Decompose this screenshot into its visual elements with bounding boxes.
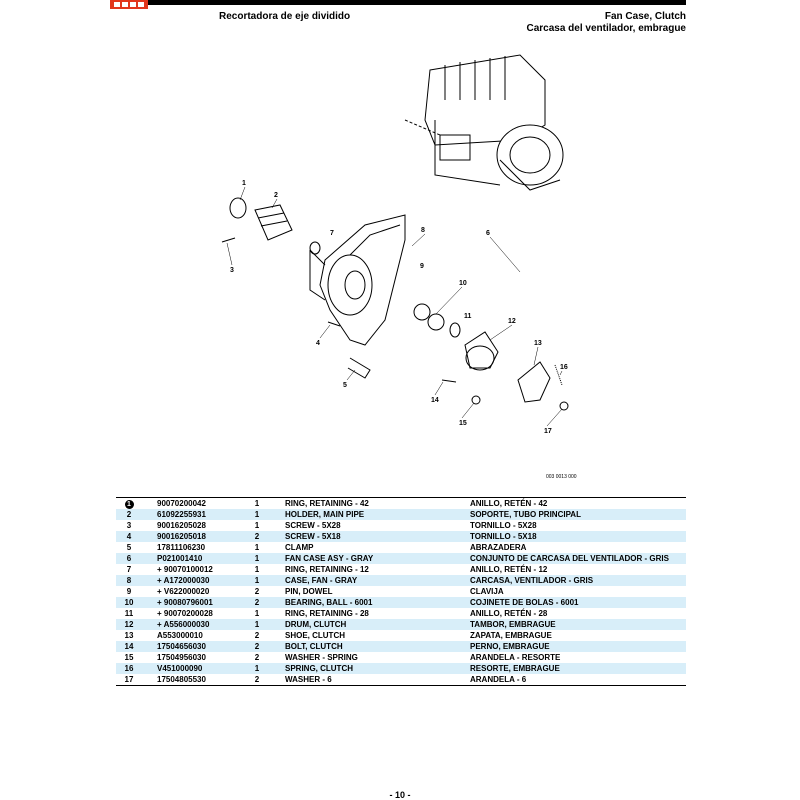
item-number: 2 <box>116 509 142 520</box>
callout-9: 9 <box>420 263 424 270</box>
quantity: 2 <box>237 531 277 542</box>
part-number: 61092255931 <box>142 509 237 520</box>
table-row <box>116 520 686 531</box>
description-en: PIN, DOWEL <box>285 587 333 596</box>
part-number: + A172000030 <box>142 575 237 586</box>
section-title <box>526 11 686 35</box>
description-es: CONJUNTO DE CARCASA DEL VENTILADOR - GRIS <box>460 553 686 564</box>
table-row <box>116 630 686 641</box>
callout-7: 7 <box>330 230 334 237</box>
description-en: SHOE, CLUTCH <box>285 631 345 640</box>
item-number: 10 <box>116 597 142 608</box>
callout-3: 3 <box>230 267 234 274</box>
quantity: 1 <box>237 498 277 510</box>
description-es: ANILLO, RETÉN - 42 <box>460 498 686 510</box>
item-number: 14 <box>116 641 142 652</box>
item-number: 16 <box>116 663 142 674</box>
description-en: RING, RETAINING - 28 <box>285 609 369 618</box>
clutch-bolt-drawing <box>442 380 456 382</box>
table-row <box>116 652 686 663</box>
part-number: P021001410 <box>142 553 237 564</box>
description-en: CLAMP <box>285 543 314 552</box>
description-en: WASHER - 6 <box>277 674 460 686</box>
part-number: + 90080796001 <box>142 597 237 608</box>
item-number <box>116 498 142 510</box>
part-number: 90070200042 <box>142 498 237 510</box>
table-row <box>116 674 686 686</box>
description-es: CARCASA, VENTILADOR - GRIS <box>460 575 686 586</box>
main-pipe-holder-drawing <box>255 205 292 240</box>
retaining-ring-12-drawing <box>310 242 320 254</box>
part-number: + A556000030 <box>142 619 237 630</box>
retaining-ring-42-drawing <box>230 198 246 218</box>
callout-16: 16 <box>560 364 568 371</box>
description-es: RESORTE, EMBRAGUE <box>460 663 686 674</box>
callout-15: 15 <box>459 420 467 427</box>
part-number: 17504656030 <box>142 641 237 652</box>
item-number: 4 <box>116 531 142 542</box>
part-number: + V622000020 <box>157 587 210 596</box>
parts-table-body <box>116 498 686 686</box>
clutch-shoe-drawing <box>518 362 550 402</box>
item-number: 9 <box>126 587 132 596</box>
callout-8: 8 <box>421 227 425 234</box>
description-en: CASE, FAN - GRAY <box>277 575 460 586</box>
description-es: ARANDELA - RESORTE <box>470 653 561 662</box>
quantity: 1 <box>237 553 277 564</box>
callout-13: 13 <box>534 340 542 347</box>
callout-5: 5 <box>343 382 347 389</box>
description-es: TAMBOR, EMBRAGUE <box>460 619 686 630</box>
quantity: 1 <box>254 609 260 618</box>
item-number: 6 <box>116 553 142 564</box>
engine-drawing <box>425 55 563 190</box>
callout-10: 10 <box>459 280 467 287</box>
description-es: ANILLO, RETÉN - 12 <box>470 565 548 574</box>
item-number: 15 <box>124 653 134 662</box>
description-es: TORNILLO - 5X28 <box>470 521 537 530</box>
quantity: 1 <box>237 509 277 520</box>
document-title: Recortadora de eje dividido <box>219 11 351 22</box>
section-title-en: Fan Case, Clutch <box>604 11 686 22</box>
page-number: - 10 - <box>389 790 411 800</box>
bearing-2-drawing <box>428 314 444 330</box>
quantity: 1 <box>237 575 277 586</box>
part-number: 17504805530 <box>142 674 237 686</box>
item-number: 5 <box>126 543 132 552</box>
quantity: 1 <box>254 543 260 552</box>
description-es: SOPORTE, TUBO PRINCIPAL <box>460 509 686 520</box>
callout-6: 6 <box>486 230 490 237</box>
quantity: 2 <box>254 653 260 662</box>
callout-4: 4 <box>316 340 320 347</box>
exploded-parts-diagram <box>200 40 620 460</box>
description-es: COJINETE DE BOLAS - 6001 <box>460 597 686 608</box>
table-row <box>116 542 686 553</box>
description-en: BEARING, BALL - 6001 <box>277 597 460 608</box>
part-number: + 90070100012 <box>157 565 213 574</box>
part-number: 17504956030 <box>157 653 206 662</box>
callout-11: 11 <box>464 313 472 320</box>
description-en: WASHER - SPRING <box>285 653 358 662</box>
part-number: 17811106230 <box>157 543 206 552</box>
callout-14: 14 <box>431 397 439 404</box>
quantity: 1 <box>237 619 277 630</box>
table-row <box>116 597 686 608</box>
item-number: 12 <box>116 619 142 630</box>
table-row <box>116 531 686 542</box>
table-row <box>116 564 686 575</box>
item-number-highlight: 1 <box>125 500 134 509</box>
item-number: 3 <box>126 521 132 530</box>
description-es: ABRAZADERA <box>470 543 527 552</box>
callout-12: 12 <box>508 318 516 325</box>
description-es: ARANDELA - 6 <box>460 674 686 686</box>
description-en: SCREW - 5X28 <box>285 521 341 530</box>
callout-1: 1 <box>242 180 246 187</box>
description-en: BOLT, CLUTCH <box>277 641 460 652</box>
description-es: PERNO, EMBRAGUE <box>460 641 686 652</box>
table-row <box>116 663 686 674</box>
quantity: 1 <box>254 521 260 530</box>
quantity: 2 <box>237 674 277 686</box>
parts-table <box>116 497 686 686</box>
description-en: RING, RETAINING - 12 <box>285 565 369 574</box>
section-title-es: Carcasa del ventilador, embrague <box>526 23 686 34</box>
screw-5x28-drawing <box>222 238 235 242</box>
table-row <box>116 608 686 619</box>
item-number: 7 <box>126 565 132 574</box>
part-number: + 90070200028 <box>157 609 213 618</box>
part-number: V451000090 <box>142 663 237 674</box>
description-en: SCREW - 5X18 <box>277 531 460 542</box>
item-number: 11 <box>124 609 134 618</box>
diagram-reference-code: 003 0013 000 <box>546 474 577 480</box>
part-number: 90016205028 <box>157 521 206 530</box>
description-es: ANILLO, RETÉN - 28 <box>470 609 548 618</box>
quantity: 2 <box>254 631 260 640</box>
quantity: 2 <box>237 641 277 652</box>
table-row <box>116 641 686 652</box>
description-en: FAN CASE ASY - GRAY <box>277 553 460 564</box>
part-number: 90016205018 <box>142 531 237 542</box>
retaining-ring-28-drawing <box>450 323 460 337</box>
quantity: 2 <box>254 587 260 596</box>
fan-case-drawing <box>310 215 405 345</box>
table-row <box>116 575 686 586</box>
description-en: RING, RETAINING - 42 <box>277 498 460 510</box>
callout-2: 2 <box>274 192 278 199</box>
callout-17: 17 <box>544 428 552 435</box>
table-row <box>116 498 686 510</box>
table-row <box>116 509 686 520</box>
washer-6-drawing <box>560 402 568 410</box>
header-rule <box>110 0 686 5</box>
description-es: ZAPATA, EMBRAGUE <box>470 631 552 640</box>
brand-logo <box>110 0 148 9</box>
description-en: SPRING, CLUTCH <box>277 663 460 674</box>
description-es: CLAVIJA <box>470 587 504 596</box>
quantity: 1 <box>254 565 260 574</box>
table-row <box>116 586 686 597</box>
quantity: 2 <box>237 597 277 608</box>
quantity: 1 <box>237 663 277 674</box>
spring-washer-drawing <box>472 396 480 404</box>
description-en: DRUM, CLUTCH <box>277 619 460 630</box>
description-es: TORNILLO - 5X18 <box>460 531 686 542</box>
part-number: A553000010 <box>157 631 203 640</box>
item-number: 13 <box>124 631 134 640</box>
item-number: 8 <box>116 575 142 586</box>
bearing-1-drawing <box>414 304 430 320</box>
description-en: HOLDER, MAIN PIPE <box>277 509 460 520</box>
table-row <box>116 553 686 564</box>
item-number: 17 <box>116 674 142 686</box>
table-row <box>116 619 686 630</box>
